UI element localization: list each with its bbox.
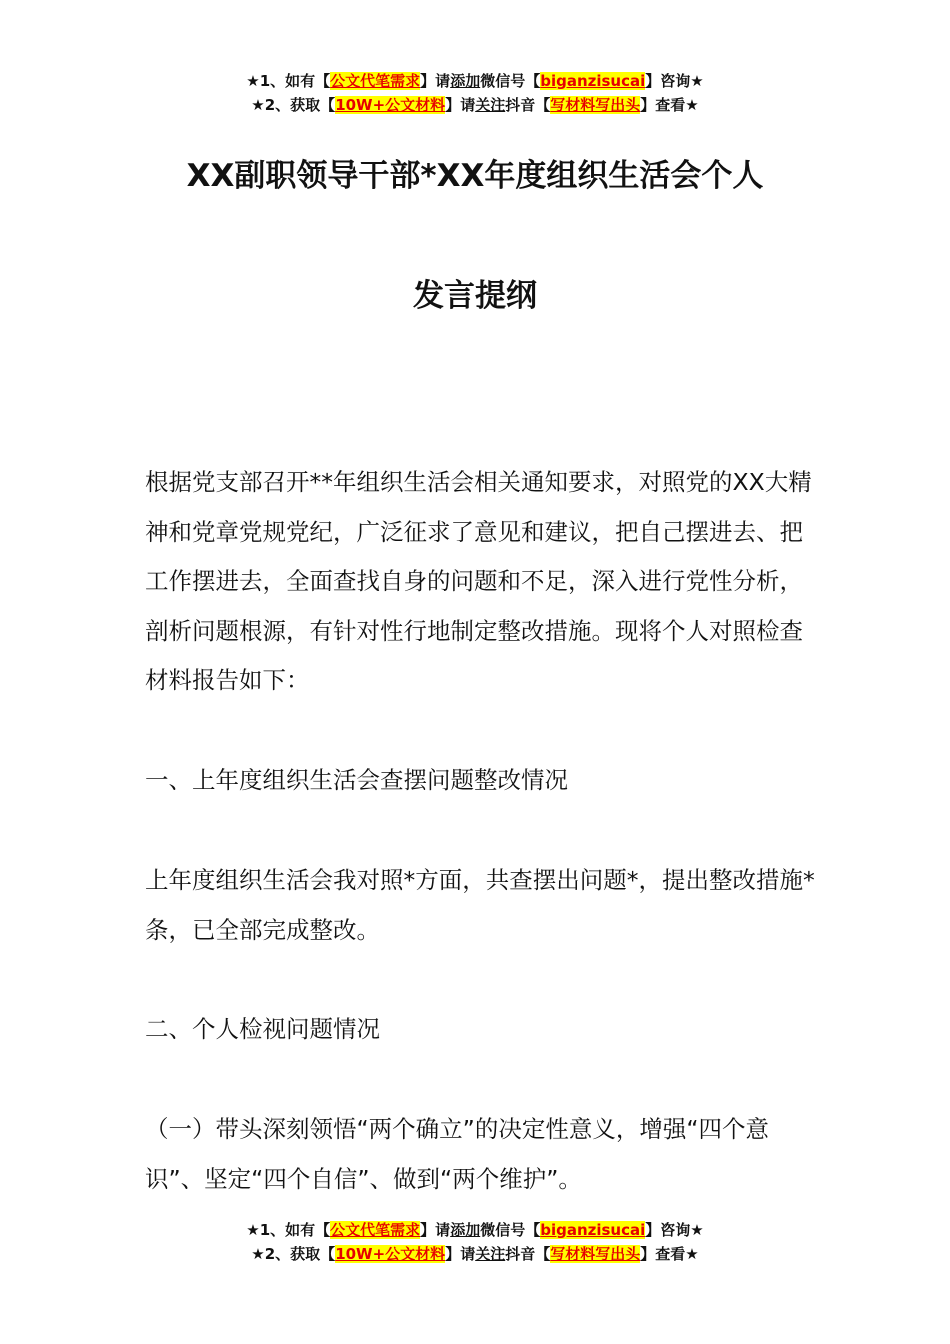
text: 】请 (445, 1245, 476, 1263)
banner-line-2 (0, 93, 950, 117)
footer-banner (0, 1218, 950, 1266)
text: 】咨询★ (645, 72, 704, 90)
text: 】请 (420, 72, 451, 90)
text: ★2、获取【 (251, 1245, 336, 1263)
heading-2 (145, 1005, 815, 1055)
paragraph-intro (145, 458, 815, 706)
text: 】请 (445, 96, 476, 114)
text: 微信号【 (480, 72, 541, 90)
text: 】查看★ (640, 96, 699, 114)
text: 微信号【 (480, 1221, 541, 1239)
document-title-line-2: 发言提纲 (413, 278, 537, 314)
highlight: biganzisucai (540, 1221, 646, 1239)
text: 抖音【 (505, 1245, 551, 1263)
text: 】请 (420, 1221, 451, 1239)
banner-line-1 (0, 69, 950, 93)
header-banner (0, 69, 950, 117)
text: ★1、如有【 (246, 72, 331, 90)
text: 关注 (475, 1245, 506, 1263)
banner-line-2 (0, 1242, 950, 1266)
text: ★2、获取【 (251, 96, 336, 114)
text: 】咨询★ (645, 1221, 704, 1239)
highlight: 写材料写出头 (550, 1245, 641, 1263)
heading-1 (145, 756, 815, 806)
highlight: 10W+公文材料 (335, 1245, 446, 1263)
highlight: 写材料写出头 (550, 96, 641, 114)
paragraph-text: 根据党支部召开**年组织生活会相关通知要求，对照党的XX大精神和党章党规党纪，广泛征求了意见和建议，把自己摆进去、把工作摆进去，全面查找自身的问题和不足，深入进行党性分析，剖析问题根源，有针对性行地制定整改措施。现将个人对照检查材料报告如下： (145, 468, 812, 695)
paragraph-2 (145, 856, 815, 955)
document-title-line-1: XX副职领导干部*XX年度组织生活会个人 (186, 158, 764, 194)
paragraph-text: 上年度组织生活会我对照*方面，共查摆出问题*，提出整改措施*条，已全部完成整改。 (145, 866, 815, 944)
highlight: 公文代笔需求 (330, 72, 421, 90)
banner-line-1 (0, 1218, 950, 1242)
text: 关注 (475, 96, 506, 114)
text: 抖音【 (505, 96, 551, 114)
text: ★1、如有【 (246, 1221, 331, 1239)
text: 添加 (450, 72, 481, 90)
text: 】查看★ (640, 1245, 699, 1263)
highlight: 10W+公文材料 (335, 96, 446, 114)
heading-text: 二、个人检视问题情况 (145, 1015, 380, 1043)
heading-text: 一、上年度组织生活会查摆问题整改情况 (145, 766, 568, 794)
subheading-1 (145, 1105, 815, 1204)
highlight: 公文代笔需求 (330, 1221, 421, 1239)
paragraph-text: （一）带头深刻领悟“两个确立”的决定性意义，增强“四个意识”、坚定“四个自信”、做到“两个维护”。 (145, 1115, 770, 1193)
text: 添加 (450, 1221, 481, 1239)
highlight: biganzisucai (540, 72, 646, 90)
